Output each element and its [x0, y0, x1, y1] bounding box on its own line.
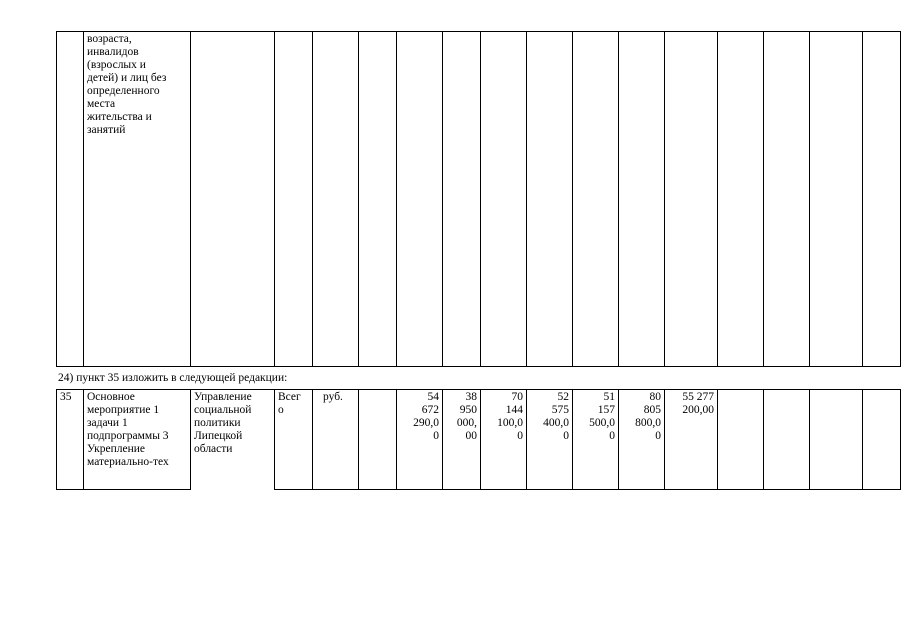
cell-value [443, 390, 481, 490]
executor-line: Управление [194, 391, 252, 403]
cell-value [619, 390, 665, 490]
value-line: 38 [465, 391, 477, 403]
value-line: 0 [433, 430, 439, 442]
name-line: возраста, [87, 33, 132, 45]
cell-empty [481, 32, 527, 367]
name-line: детей) и лиц без [87, 72, 167, 84]
value-line: 0 [563, 430, 569, 442]
value-line: 157 [597, 404, 615, 416]
cell-executor [191, 32, 275, 367]
cell-empty [397, 32, 443, 367]
table-row [57, 32, 901, 367]
name-line: Укрепление [87, 443, 145, 455]
cell-empty [863, 32, 901, 367]
value-line: 950 [459, 404, 477, 416]
value-line: 500,0 [589, 417, 615, 429]
value-line: 70 [511, 391, 523, 403]
name-line: (взрослых и [87, 59, 146, 71]
cell-total [665, 390, 718, 490]
cell-name [84, 390, 191, 490]
value-line: 00 [465, 430, 477, 442]
value-line: 144 [505, 404, 523, 416]
amendment-note: 24) пункт 35 изложить в следующей редакции: [58, 372, 288, 384]
upper-table [56, 31, 901, 367]
value-line: 805 [643, 404, 661, 416]
cell-empty [863, 390, 901, 490]
total-line: 55 277 [682, 391, 714, 403]
name-line: определенного [87, 85, 160, 97]
value-line: 0 [517, 430, 523, 442]
cell-empty [810, 32, 863, 367]
source-line: о [278, 404, 284, 416]
cell-source [275, 32, 313, 367]
value-line: 400,0 [543, 417, 569, 429]
executor-line: социальной [194, 404, 252, 416]
table-row [57, 390, 901, 490]
value-line: 52 [557, 391, 569, 403]
cell-unit: руб. [313, 390, 359, 490]
cell-empty [527, 32, 573, 367]
cell-value [573, 390, 619, 490]
value-line: 80 [649, 391, 661, 403]
cell-empty [443, 32, 481, 367]
value-line: 000, [456, 417, 477, 429]
value-line: 575 [551, 404, 569, 416]
total-line: 200,00 [682, 404, 714, 416]
executor-line: политики [194, 417, 241, 429]
name-line: занятий [87, 124, 126, 136]
row35-table [56, 389, 901, 490]
cell-executor [191, 390, 275, 490]
cell-empty [665, 32, 718, 367]
name-line: подпрограммы 3 [87, 430, 169, 442]
name-line: мероприятие 1 [87, 404, 160, 416]
value-line: 100,0 [497, 417, 523, 429]
name-line: места [87, 98, 116, 110]
cell-empty [619, 32, 665, 367]
name-line: жительства и [87, 111, 152, 123]
cell-source [275, 390, 313, 490]
cell-value [397, 390, 443, 490]
executor-line: области [194, 443, 233, 455]
cell-value [527, 390, 573, 490]
value-line: 51 [603, 391, 615, 403]
value-line: 672 [421, 404, 439, 416]
cell-empty [810, 390, 863, 490]
cell-num [57, 32, 84, 367]
cell-empty [573, 32, 619, 367]
source-line: Всег [278, 391, 301, 403]
cell-empty [718, 32, 764, 367]
name-line: инвалидов [87, 46, 139, 58]
value-line: 290,0 [413, 417, 439, 429]
cell-empty [764, 390, 810, 490]
name-line: материально-тех [87, 456, 169, 468]
cell-num: 35 [57, 390, 84, 490]
cell-empty [764, 32, 810, 367]
cell-unit [313, 32, 359, 367]
executor-line: Липецкой [194, 430, 243, 442]
cell-value [481, 390, 527, 490]
value-line: 0 [609, 430, 615, 442]
cell-empty [359, 390, 397, 490]
value-line: 54 [427, 391, 439, 403]
cell-empty [359, 32, 397, 367]
cell-empty [718, 390, 764, 490]
name-line: Основное [87, 391, 135, 403]
value-line: 0 [655, 430, 661, 442]
cell-name [84, 32, 191, 367]
name-line: задачи 1 [87, 417, 128, 429]
value-line: 800,0 [635, 417, 661, 429]
